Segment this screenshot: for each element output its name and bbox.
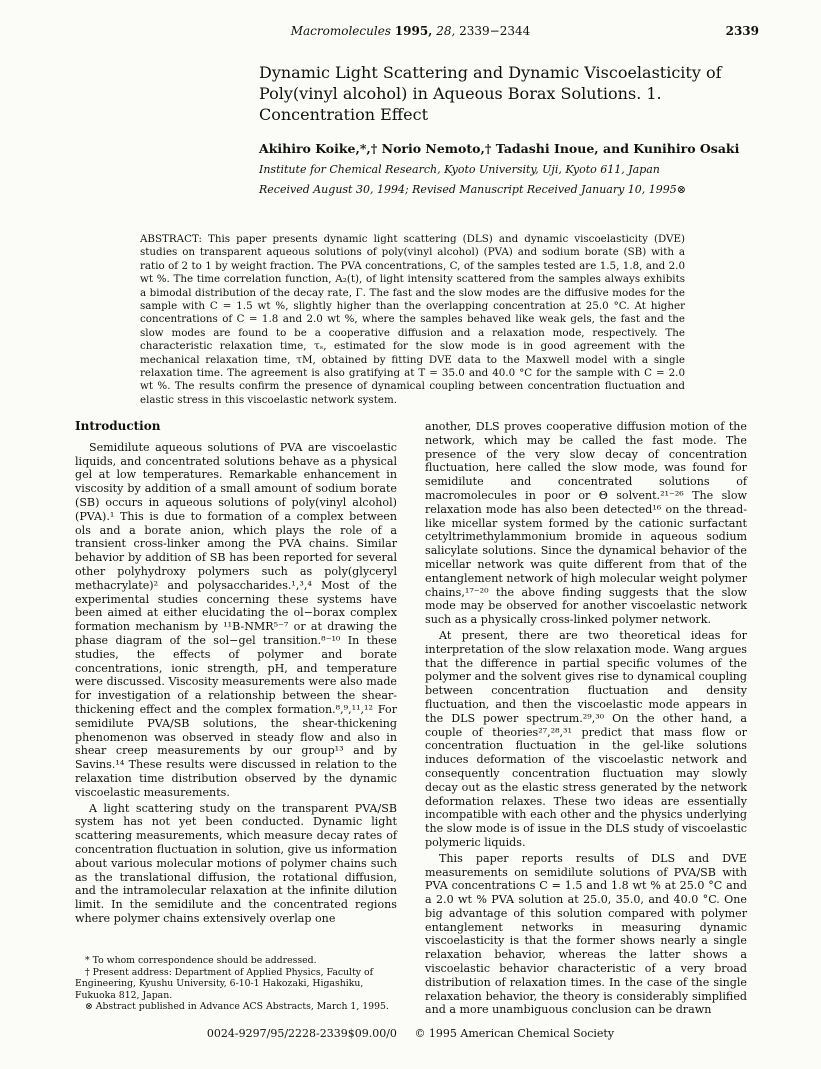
paragraph: another, DLS proves cooperative diffusion motion of the network, which may be called the fast mode. The presence of the very slow decay of concentration fluctuation, here called the slow mode, was found for semidilute and concentrated solutions of macromolecules in poor or Θ solvent.²¹⁻²⁶ The slow relaxation mode has also been detected¹⁶ on the thread-like micellar system formed by the cationic surfactant cetyltrimethylammonium bromide in aqueous sodium salicylate solutions. Since the dynamical behavior of the micellar network was quite different from that of the entanglement network of high molecular weight polymer chains,¹⁷⁻²⁰ the above finding suggests that the slow mode may be observed for another viscoelastic network such as a physically cross-linked polymer network. [425,420,747,627]
journal-volume: 28, [436,24,456,38]
left-column [75,420,397,926]
received-dates: Received August 30, 1994; Revised Manuscript Received January 10, 1995⊗ [259,183,687,196]
copyright: © 1995 American Chemical Society [414,1027,615,1040]
paragraph: Semidilute aqueous solutions of PVA are viscoelastic liquids, and concentrated solutions behave as a physical gel at low temperatures. Remarkable enhancement in viscosity by addition of a small amount of sodium borate (SB) occurs in aqueous solutions of poly(vinyl alcohol) (PVA).¹ This is due to formation of a complex between ols and a borate anion, which plays the role of a transient cross-linker among the PVA chains. Similar behavior by addition of SB has been reported for several other polyhydroxy polymers such as poly(glyceryl methacrylate)² and polysaccharides.¹,³,⁴ Most of the experimental studies concerning these systems have been aimed at either elucidating the ol−borax complex formation mechanism by ¹¹B-NMR⁵⁻⁷ or at drawing the phase diagram of the sol−gel transition.⁸⁻¹⁰ In these studies, the effects of polymer and borate concentrations, ionic strength, pH, and temperature were discussed. Viscosity measurements were also made for investigation of a relationship between the shear-thickening effect and the complex formation.⁸,⁹,¹¹,¹² For semidilute PVA/SB solutions, the shear-thickening phenomenon was observed in steady flow and also in shear creep measurements by our group¹³ and by Savins.¹⁴ These results were discussed in relation to the relaxation time distribution observed by the dynamic viscoelastic measurements. [75,440,397,799]
right-column [425,420,747,1017]
footnote: † Present address: Department of Applied Physics, Faculty of Engineering, Kyushu University, 6-10-1 Hakozaki, Higashiku, Fukuoka 812, Japan. [75,966,374,1001]
paragraph: This paper reports results of DLS and DVE measurements on semidilute solutions of PVA/SB with PVA concentrations C = 1.5 and 1.8 wt % at 25.0 °C and a 2.0 wt % PVA solution at 25.0, 35.0, and 40.0 °C. One big advantage of this solution compared with polymer entanglement networks in measuring dynamic viscoelasticity is that the former shows nearly a single relaxation behavior, whereas the latter shows a viscoelastic behavior characteristic of a very broad distribution of relaxation times. In the case of the single relaxation behavior, the theory is considerably simplified and a more unambiguous conclusion can be drawn [425,851,747,1017]
title-block [259,62,749,196]
journal-name: Macromolecules [290,24,391,38]
paragraph: A light scattering study on the transparent PVA/SB system has not yet been conducted. Dynamic light scattering measurements, which measure decay rates of concentration fluctuation in solution, give us information about various molecular motions of polymer chains such as the translational diffusion, the rotational diffusion, and the intramolecular relaxation at the infinite dilution limit. In the semidilute and the concentrated regions where polymer chains extensively overlap one [75,801,397,925]
footnotes [75,955,397,1013]
paragraph: At present, there are two theoretical ideas for interpretation of the slow relaxation mode. Wang argues that the difference in partial specific volumes of the polymer and the solvent gives rise to dynamical coupling between concentration fluctuation and density fluctuation, and then the viscoelastic mode appears in the DLS power spectrum.²⁹,³⁰ On the other hand, a couple of theories²⁷,²⁸,³¹ predict that mass flow or concentration fluctuation in the gel-like solutions induces deformation of the viscoelastic network and consequently concentration fluctuation may slowly decay out as the elastic stress generated by the network deformation relaxes. These two ideas are essentially incompatible with each other and the physics underlying the slow mode is of issue in the DLS study of viscoelastic polymeric liquids. [425,628,747,849]
journal-pages: 2339−2344 [459,24,531,38]
section-heading-introduction: Introduction [75,419,161,433]
journal-citation [0,24,821,38]
author-list: Akihiro Koike,*,† Norio Nemoto,† Tadashi Inoue, and Kunihiro Osaki [259,141,740,156]
journal-year: 1995, [394,24,433,38]
article-title: Dynamic Light Scattering and Dynamic Viscoelasticity of Poly(vinyl alcohol) in Aqueous Borax Solutions. 1. Concentration Effect [259,63,722,124]
footnote: * To whom correspondence should be addressed. [85,955,317,966]
page-number: 2339 [725,24,759,38]
running-header [0,24,821,44]
article-code: 0024-9297/95/2228-2339$09.00/0 [206,1027,397,1040]
abstract: ABSTRACT: This paper presents dynamic light scattering (DLS) and dynamic viscoelasticity (DVE) studies on transparent aqueous solutions of poly(vinyl alcohol) (PVA) and sodium borate (SB) with a ratio of 2 to 1 by weight fraction. The PVA concentrations, C, of the samples tested are 1.5, 1.8, and 2.0 wt %. The time correlation function, A₂(t), of light intensity scattered from the samples always exhibits a bimodal distribution of the decay rate, Γ. The fast and the slow modes are the diffusive modes for the sample with C = 1.5 wt %, slightly higher than the overlapping concentration at 25.0 °C. At higher concentrations of C = 1.8 and 2.0 wt %, where the samples behaved like weak gels, the fast and the slow modes are found to be a cooperative diffusion and a relaxation mode, respectively. The characteristic relaxation time, τₛ, estimated for the slow mode is in good agreement with the mechanical relaxation time, τM, obtained by fitting DVE data to the Maxwell model with a single relaxation time. The agreement is also gratifying at T = 35.0 and 40.0 °C for the sample with C = 2.0 wt %. The results confirm the presence of dynamical coupling between concentration fluctuation and elastic stress in this viscoelastic network system. [140,233,685,406]
affiliation: Institute for Chemical Research, Kyoto University, Uji, Kyoto 611, Japan [259,163,660,176]
page-footer [0,1027,821,1040]
footnote: ⊗ Abstract published in Advance ACS Abstracts, March 1, 1995. [85,1001,389,1012]
